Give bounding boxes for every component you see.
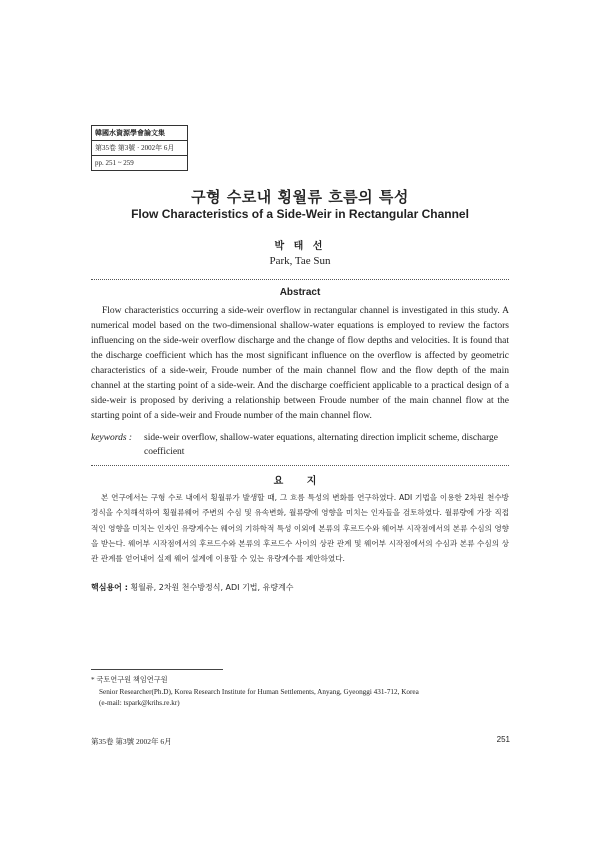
keywords-korean-row xyxy=(91,582,509,594)
footnote-email: (e-mail: tspark@krihs.re.kr) xyxy=(99,699,180,707)
keywords-text: side-weir overflow, shallow-water equations, alternating direction implicit scheme, discharge coefficient xyxy=(144,433,499,457)
page-number: 251 xyxy=(496,735,510,744)
divider-top xyxy=(91,279,509,280)
journal-name: 韓國水資源學會論文集 xyxy=(92,126,187,141)
author-english: Park, Tae Sun xyxy=(269,255,331,267)
keywords-label: keywords : xyxy=(91,433,133,443)
keywords-korean-label: 핵심용어 : xyxy=(91,583,128,592)
footnote-affiliation-english: Senior Researcher(Ph.D), Korea Research Institute for Human Settlements, Anyang, Gyeonggi 431-712, Korea xyxy=(99,687,419,696)
journal-info-box xyxy=(91,125,188,171)
keywords-korean-text: 횡월류, 2차원 천수방정식, ADI 기법, 유량계수 xyxy=(130,583,294,592)
yoji-heading: 요 지 xyxy=(273,476,327,487)
title-korean: 구형 수로내 횡월류 흐름의 특성 xyxy=(191,188,409,206)
footnote-affiliation-korean: * 국토연구원 책임연구원 xyxy=(91,676,168,684)
footnote-rule xyxy=(91,669,223,670)
divider-middle xyxy=(91,465,509,466)
yoji-text: 본 연구에서는 구형 수로 내에서 횡월류가 발생할 때, 그 흐름 특성의 변화를 연구하였다. ADI 기법을 이용한 2차원 천수방정식을 수치해석하여 횡월류웨어 주변의 수심 및 유속변화, 월류량에 영향을 미치는 인자들을 검토하였다. 월류량에 가장 직접적인 영향을 미치는 인자인 유량계수는 웨어의 기하학적 특성 이외에 본류의 후르드수와 웨어부 시작점에서의 본류 수심의 영향을 받는다. 웨어부 시작점에서의 후르드수와 본류의 후르드수 사이의 상관 관계 및 웨어부 시작점에서의 수심과 본류 수심의 상관 관계를 얻어내어 실제 웨어 설계에 이용할 수 있는 유량계수를 제안하였다. xyxy=(91,493,509,564)
footer-journal-info: 第35卷 第3號 2002年 6月 xyxy=(91,737,172,746)
journal-volume-issue: 第35卷 第3號 · 2002年 6月 xyxy=(92,141,187,156)
journal-pages: pp. 251 ~ 259 xyxy=(95,159,134,167)
author-korean: 박 태 선 xyxy=(274,241,326,252)
abstract-heading: Abstract xyxy=(279,287,321,298)
abstract-text: Flow characteristics occurring a side-weir overflow in rectangular channel is investigated in this study. A numerical model based on the two-dimensional shallow-water equations is employed to review the factors influencing on the side-weir overflow discharge and the change of flow depths and velocities. It is found that the discharge coefficient which has the most significant influence on the overflow is affected by geometric characteristics of a side-weir, Froude number of the main channel flow and the flow depth of the main channel at the starting point of a side-weir. And the discharge coefficient applicable to a practical design of a side-weir is proposed by deriving a relationship between Froude number of the main channel flow at the starting point of a side-weir and Froude number of the main channel flow. xyxy=(91,306,509,421)
title-english: Flow Characteristics of a Side-Weir in Rectangular Channel xyxy=(131,207,469,221)
footnote xyxy=(91,675,511,710)
